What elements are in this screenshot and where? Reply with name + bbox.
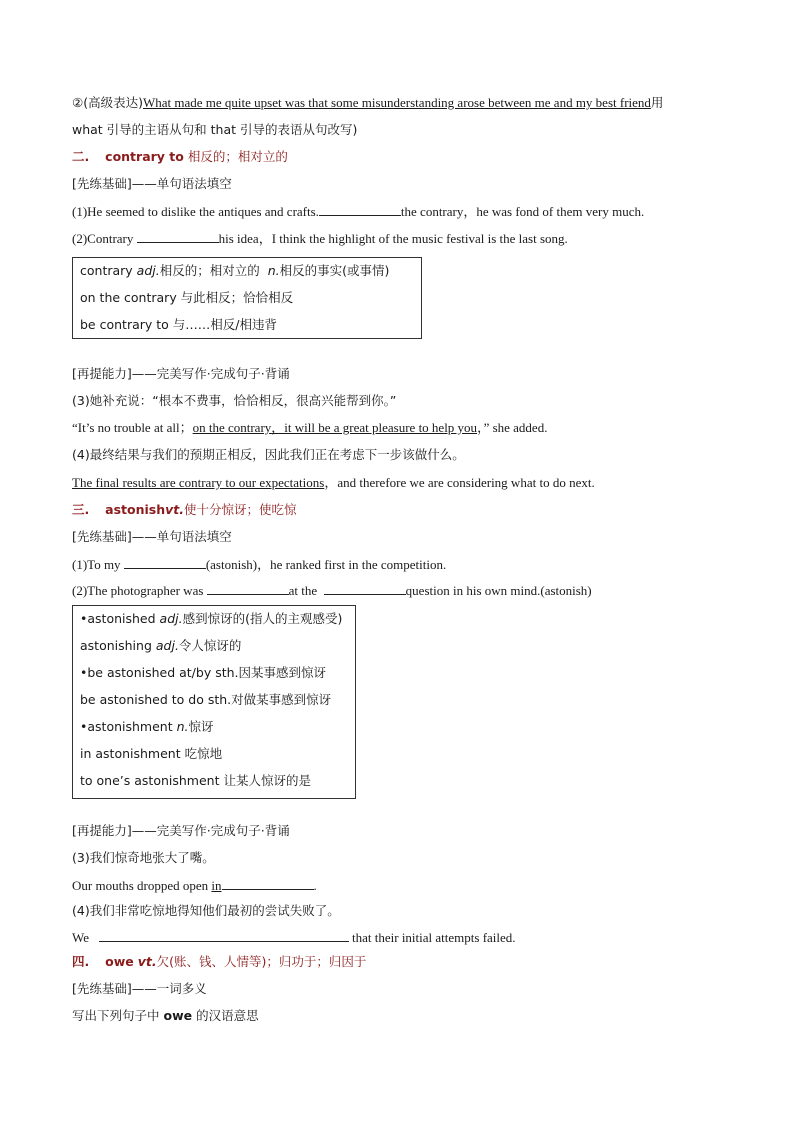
translation-prompt-4: (4)我们非常吃惊地得知他们最初的尝试失败了。 [72,903,340,918]
translation-prompt-4: (4)最终结果与我们的预期正相反，因此我们正在考虑下一步该做什么。 [72,447,465,462]
note-line: •be astonished at/by sth.因某事感到惊讶 [80,665,327,680]
section-heading-owe: 四. owe vt.欠(账、钱、人情等)；归功于；归因于 [72,954,367,969]
practice-basic-tag: [先练基础]——一词多义 [72,981,207,996]
practice-basic-tag: [先练基础]——单句语法填空 [72,176,232,191]
instruction-line: 写出下列句子中 owe 的汉语意思 [72,1008,259,1023]
answer-3: “It’s no trouble at all；on the contrary，it will be a great pleasure to help you，” she added. [72,420,548,435]
note-line: be contrary to 与……相反/相违背 [80,317,277,332]
question-1: (1)He seemed to dislike the antiques and crafts. the contrary，he was fond of them very much. [72,204,645,219]
practice-ability-tag: [再提能力]——完美写作·完成句子·背诵 [72,366,290,381]
filled-answer: in [211,878,222,893]
answer-blank[interactable] [124,555,206,569]
question-2: (2)The photographer was at the question in his own mind.(astonish) [72,583,592,598]
filled-answer: The final results are contrary to our expectations [72,475,325,490]
section-heading-astonish: 三. astonishvt.使十分惊讶；使吃惊 [72,502,297,517]
contrary-notes-box [72,257,422,339]
answer-blank[interactable] [319,202,401,216]
astonish-notes-box [72,605,356,799]
advanced-expression-label: ②(高级表达) [72,95,143,110]
answer-blank[interactable] [324,581,406,595]
note-line: to one’s astonishment 让某人惊讶的是 [80,773,311,788]
answer-3: Our mouths dropped open in . [72,878,317,893]
translation-prompt-3: (3)我们惊奇地张大了嘴。 [72,850,215,865]
filled-answer: on the contrary，it will be a great pleasure to help you [192,420,478,435]
note-line: on the contrary 与此相反；恰恰相反 [80,290,294,305]
practice-basic-tag: [先练基础]——单句语法填空 [72,529,232,544]
question-1: (1)To my (astonish)，he ranked first in the competition. [72,557,447,572]
answer-blank[interactable] [207,581,289,595]
note-line: •astonishment n.惊讶 [80,719,214,734]
note-line: in astonishment 吃惊地 [80,746,223,761]
section-heading-contrary: 二. contrary to 相反的；相对立的 [72,149,288,164]
translation-prompt-3: (3)她补充说：“根本不费事，恰恰相反，很高兴能帮到你。” [72,393,397,408]
answer-blank[interactable] [137,229,219,243]
question-2: (2)Contrary his idea，I think the highlight of the music festival is the last song. [72,231,568,246]
note-line: •astonished adj.感到惊讶的(指人的主观感受) [80,611,343,626]
answer-blank[interactable] [99,928,349,942]
answer-blank[interactable] [222,876,314,890]
rewrite-prompt-line: ②(高级表达)What made me quite upset was that some misunderstanding arose between me and my best friend用 [72,95,664,110]
answer-4: The final results are contrary to our expectations，and therefore we are considering what to do next. [72,475,595,490]
source-sentence: What made me quite upset was that some misunderstanding arose between me and my best friend [142,95,651,110]
practice-ability-tag: [再提能力]——完美写作·完成句子·背诵 [72,823,290,838]
note-line: contrary adj.相反的；相对立的 n.相反的事实(或事情) [80,263,390,278]
answer-4: We that their initial attempts failed. [72,930,516,945]
note-line: astonishing adj.令人惊讶的 [80,638,242,653]
rewrite-instruction: what 引导的主语从句和 that 引导的表语从句改写) [72,122,358,137]
note-line: be astonished to do sth.对做某事感到惊讶 [80,692,332,707]
